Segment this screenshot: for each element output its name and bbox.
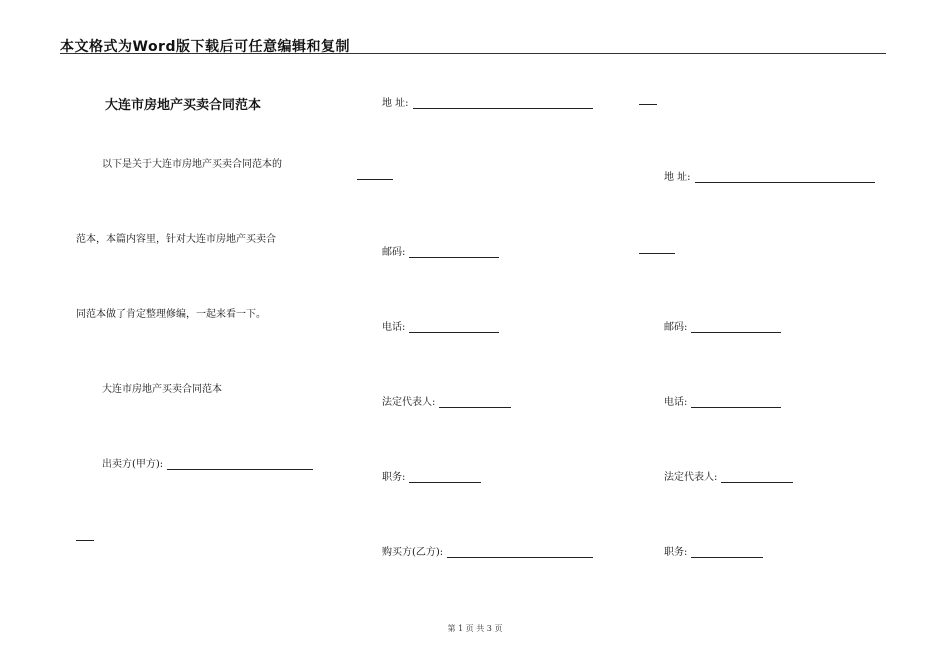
buyer-address-blank [695, 173, 875, 183]
buyer-blank [447, 548, 593, 558]
buyer-address-continuation-blank [639, 253, 675, 254]
seller-position-label: 职务: [382, 472, 406, 483]
buyer-phone-label: 电话: [664, 397, 688, 408]
seller-postcode-label: 邮码: [382, 247, 406, 258]
buyer-field [382, 543, 593, 558]
buyer-legal-rep-blank [721, 473, 793, 483]
seller-position-blank [409, 473, 481, 483]
seller-position-field [382, 468, 481, 483]
page-number: 第 1 页 共 3 页 [447, 624, 503, 633]
buyer-position-field [664, 543, 763, 558]
seller-address-blank [413, 99, 593, 109]
seller-field [102, 455, 313, 470]
seller-label: 出卖方(甲方): [102, 459, 164, 470]
buyer-address-label: 地 址: [664, 172, 691, 183]
buyer-postcode-label: 邮码: [664, 322, 688, 333]
buyer-continuation-blank [639, 104, 657, 105]
intro-line-2: 范本，本篇内容里，针对大连市房地产买卖合 [76, 234, 276, 245]
header-divider [60, 53, 886, 54]
intro-line-3: 同范本做了肯定整理修编，一起来看一下。 [76, 309, 266, 320]
buyer-phone-field [664, 393, 781, 408]
buyer-position-blank [691, 548, 763, 558]
seller-phone-label: 电话: [382, 322, 406, 333]
seller-blank [167, 460, 313, 470]
buyer-postcode-blank [691, 323, 781, 333]
document-title: 大连市房地产买卖合同范本 [105, 98, 262, 113]
intro-line-1: 以下是关于大连市房地产买卖合同范本的 [102, 159, 282, 170]
buyer-legal-rep-label: 法定代表人: [664, 472, 718, 483]
buyer-position-label: 职务: [664, 547, 688, 558]
seller-postcode-blank [409, 248, 499, 258]
seller-phone-blank [409, 323, 499, 333]
buyer-legal-rep-field [664, 468, 793, 483]
buyer-phone-blank [691, 398, 781, 408]
seller-phone-field [382, 318, 499, 333]
seller-legal-rep-label: 法定代表人: [382, 397, 436, 408]
buyer-label: 购买方(乙方): [382, 547, 444, 558]
document-header: 本文格式为Word版下载后可任意编辑和复制 [60, 39, 350, 55]
seller-legal-rep-blank [439, 398, 511, 408]
seller-postcode-field [382, 243, 499, 258]
seller-address-label: 地 址: [382, 98, 409, 109]
seller-continuation-blank [76, 540, 94, 541]
contract-subtitle: 大连市房地产买卖合同范本 [102, 384, 222, 395]
seller-address-field [382, 94, 593, 109]
buyer-address-field [664, 168, 875, 183]
seller-legal-rep-field [382, 393, 511, 408]
seller-address-continuation-blank [357, 179, 393, 180]
buyer-postcode-field [664, 318, 781, 333]
